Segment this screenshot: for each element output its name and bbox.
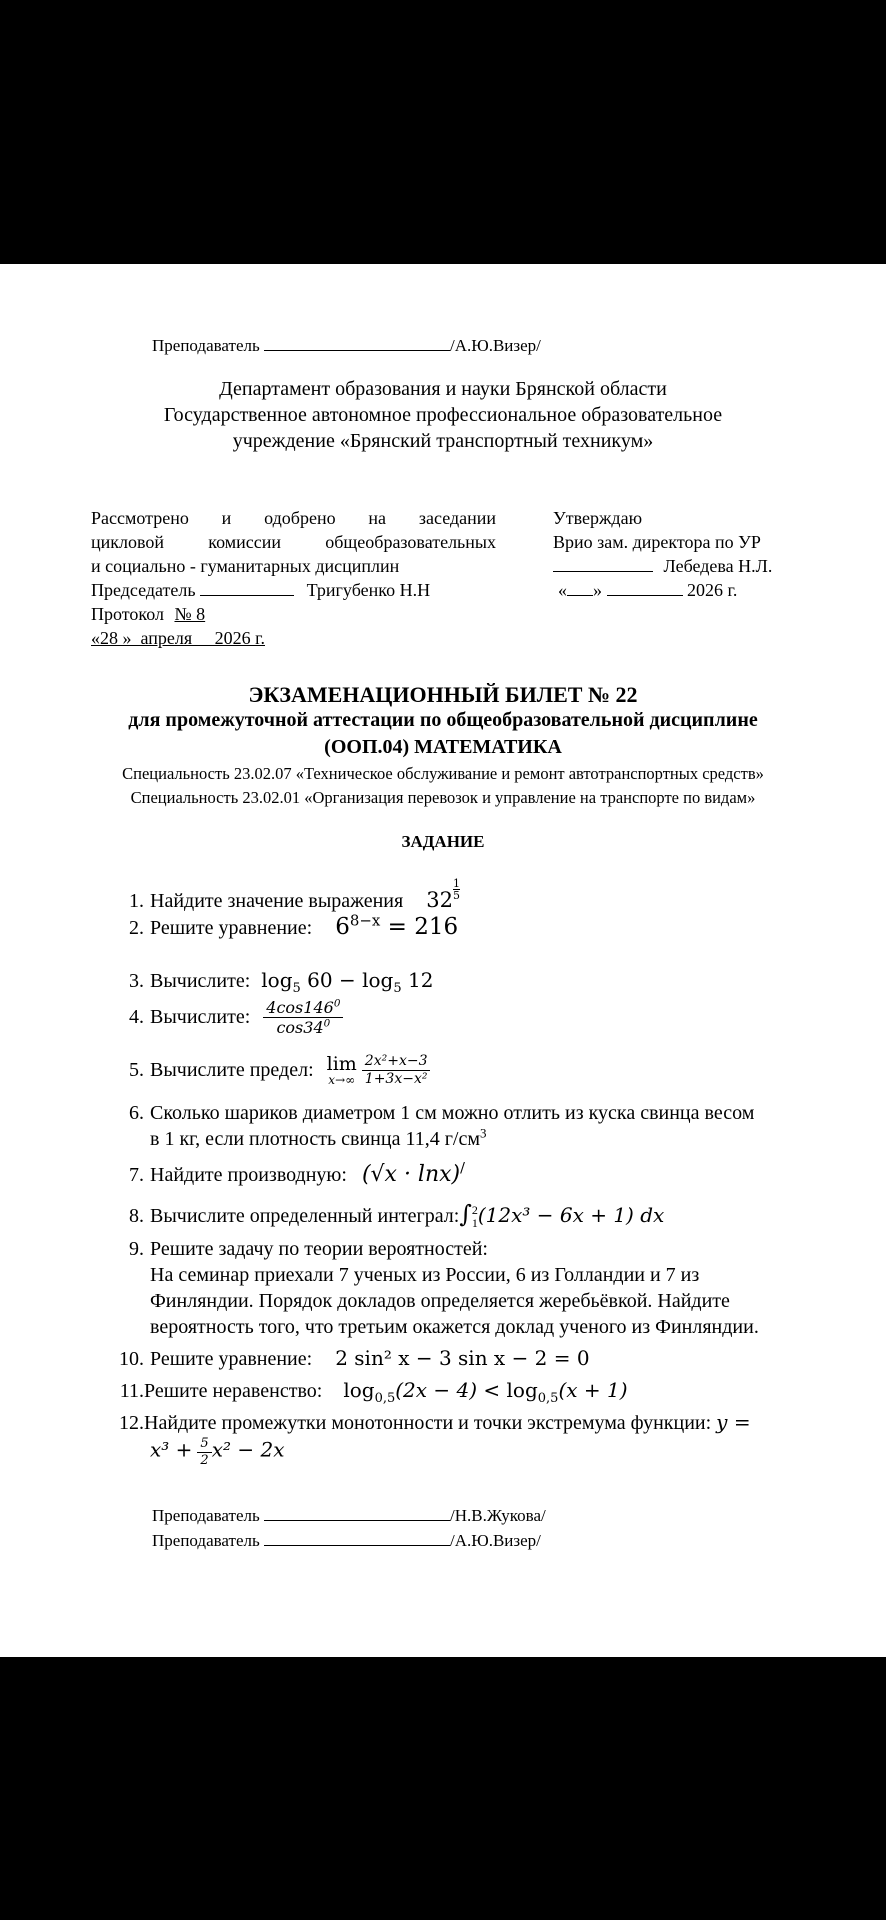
director-name: Лебедева Н.Л. xyxy=(663,556,773,576)
month-blank xyxy=(607,594,683,596)
task-6 xyxy=(114,1102,754,1125)
formula-part: x² − 2x xyxy=(211,1437,285,1462)
task-number: 3. xyxy=(129,970,144,992)
signature-line xyxy=(264,1544,450,1546)
footer-signature-2 xyxy=(152,1531,541,1551)
header-signature xyxy=(152,336,541,356)
task-number: 1. xyxy=(129,890,144,912)
arg: 12 xyxy=(408,968,434,992)
specialty-1: Специальность 23.02.07 «Техническое обслуживание и ремонт автотранспортных средств» xyxy=(122,764,764,783)
signature-role: Преподаватель xyxy=(152,1531,260,1550)
task-9-p1: На семинар приехали 7 ученых из России, 6 из Голландии и 7 из xyxy=(150,1264,700,1286)
fraction xyxy=(362,1053,431,1088)
log-base: 5 xyxy=(393,981,402,996)
task-text: Вычислите предел: xyxy=(150,1058,314,1081)
degree: 0 xyxy=(333,997,341,1010)
task-number: 8. xyxy=(129,1205,144,1227)
cube: 3 xyxy=(480,1125,487,1141)
task-6-cont xyxy=(150,1125,487,1151)
numerator: 2x²+x−3 xyxy=(362,1053,431,1071)
approval-left-line-1: Рассмотрено и одобрено на заседании xyxy=(91,508,496,528)
approval-left-line-3: и социально - гуманитарных дисциплин xyxy=(91,556,400,576)
numerator: 5 xyxy=(197,1436,211,1453)
task-text: Вычислите определенный интеграл: xyxy=(150,1205,460,1227)
task-text: Найдите производную: xyxy=(150,1164,347,1186)
approval-left-line-2: цикловой комиссии общеобразовательных xyxy=(91,532,496,552)
signature-role: Преподаватель xyxy=(152,1506,260,1525)
director-line xyxy=(553,556,772,577)
footer-signature-1 xyxy=(152,1506,546,1526)
task-number: 10. xyxy=(119,1348,144,1370)
task-number: 6. xyxy=(129,1102,144,1124)
document-page xyxy=(0,264,886,1657)
specialty-2: Специальность 23.02.01 «Организация перевозок и управление на транспорте по видам» xyxy=(130,788,756,807)
op: − xyxy=(338,968,356,992)
task-text: Найдите промежутки монотонности и точки экстремума функции: xyxy=(144,1412,712,1434)
task-11 xyxy=(114,1378,628,1406)
signature-line xyxy=(264,349,450,351)
task-number: 12. xyxy=(119,1412,144,1434)
day-blank xyxy=(567,594,593,596)
task-10 xyxy=(114,1346,590,1371)
approval-right-line-2: Врио зам. директора по УР xyxy=(553,532,761,552)
task-9 xyxy=(114,1238,488,1261)
task-number: 9. xyxy=(129,1238,144,1260)
task-number: 11. xyxy=(119,1380,144,1402)
task-text: в 1 кг, если плотность свинца 11,4 г/см xyxy=(150,1128,480,1150)
function-lhs: y = xyxy=(716,1410,751,1434)
numerator: 4cos146 xyxy=(266,998,334,1017)
chair-line xyxy=(91,580,430,601)
signature-name: /А.Ю.Визер/ xyxy=(450,336,541,355)
equation: 2 sin² x − 3 sin x − 2 = 0 xyxy=(335,1346,590,1370)
task-1 xyxy=(114,878,460,913)
signature-name: /Н.В.Жукова/ xyxy=(450,1506,546,1525)
rhs: = 216 xyxy=(387,914,459,940)
institution-line-1: Департамент образования и науки Брянской области xyxy=(219,378,667,400)
denominator: cos34 xyxy=(276,1018,324,1038)
task-9-p2: Финляндии. Порядок докладов определяется жеребьёвкой. Найдите xyxy=(150,1290,730,1312)
task-7 xyxy=(114,1162,465,1187)
protocol-number: № 8 xyxy=(174,604,206,624)
arg: (x + 1) xyxy=(558,1378,628,1402)
denominator: 2 xyxy=(200,1452,209,1468)
protocol-label: Протокол xyxy=(91,604,164,624)
section-title: ЗАДАНИЕ xyxy=(401,832,485,851)
task-text: Решите уравнение: xyxy=(150,1348,313,1370)
log-base: 5 xyxy=(292,981,301,996)
task-text: Вычислите: xyxy=(150,1006,251,1029)
task-number: 7. xyxy=(129,1164,144,1186)
chair-name: Тригубенко Н.Н xyxy=(306,580,431,600)
lim: lim xyxy=(326,1052,357,1075)
signature-name: /А.Ю.Визер/ xyxy=(450,1531,541,1550)
limit xyxy=(326,1052,357,1087)
director-signature-line xyxy=(553,570,653,572)
task-text: Найдите значение выражения xyxy=(150,890,404,912)
prime: / xyxy=(460,1160,465,1177)
base: 6 xyxy=(335,914,350,940)
chair-signature-line xyxy=(200,594,294,596)
task-text: Сколько шариков диаметром 1 см можно отлить из куска свинца весом xyxy=(150,1102,755,1124)
log: log xyxy=(362,968,394,992)
task-text: Вычислите: xyxy=(150,970,251,992)
task-3 xyxy=(114,968,434,996)
task-number: 5. xyxy=(129,1058,144,1081)
task-2 xyxy=(114,911,459,940)
chair-label: Председатель xyxy=(91,580,196,600)
base: 32 xyxy=(426,888,453,912)
arg: (2x − 4) < xyxy=(395,1378,507,1402)
formula-part: x³ + xyxy=(150,1437,193,1462)
approval-date: «28 » апреля 2026 г. xyxy=(91,628,265,648)
lower-limit: 1 xyxy=(471,1216,478,1231)
denominator: 1+3x−x² xyxy=(364,1070,428,1087)
task-8: 8. Вычислите определенный интеграл:∫ 2 1 (12x³ − 6x + 1) dx xyxy=(114,1200,664,1231)
task-text: Решите задачу по теории вероятностей: xyxy=(150,1238,488,1260)
log-base: 0,5 xyxy=(374,1391,396,1406)
ticket-title: ЭКЗАМЕНАЦИОННЫЙ БИЛЕТ № 22 xyxy=(248,682,638,707)
approval-right-date xyxy=(558,580,737,601)
log: log xyxy=(343,1378,375,1402)
fraction xyxy=(263,998,343,1037)
task-4 xyxy=(114,998,343,1054)
signature-line xyxy=(264,1519,450,1521)
date-year: 2026 г. xyxy=(687,580,738,600)
degree: 0 xyxy=(323,1017,331,1030)
signature-role: Преподаватель xyxy=(152,336,260,355)
log-base: 0,5 xyxy=(537,1391,559,1406)
exponent: 8−x xyxy=(349,911,381,930)
lim-under: x→∞ xyxy=(328,1072,356,1087)
task-number: 4. xyxy=(129,1006,144,1029)
approval-right-line-1: Утверждаю xyxy=(553,508,643,528)
log: log xyxy=(261,968,293,992)
log: log xyxy=(506,1378,538,1402)
protocol-line xyxy=(91,604,205,625)
task-number: 2. xyxy=(129,917,144,939)
upper-limit: 2 xyxy=(471,1203,478,1218)
task-12-formula xyxy=(150,1436,284,1468)
task-9-p3: вероятность того, что третьим окажется доклад ученого из Финляндии. xyxy=(150,1316,759,1338)
task-12 xyxy=(114,1410,751,1435)
integrand: (12x³ − 6x + 1) dx xyxy=(477,1203,665,1227)
task-text: Решите неравенство: xyxy=(144,1380,323,1402)
ticket-subtitle-1: для промежуточной аттестации по общеобразовательной дисциплине xyxy=(128,709,758,731)
task-5 xyxy=(114,1053,430,1103)
date-open-quote: « xyxy=(558,580,567,600)
date-close-quote: » xyxy=(593,580,602,600)
ticket-subtitle-2: (ООП.04) МАТЕМАТИКА xyxy=(324,736,562,758)
exp-denominator: 5 xyxy=(452,889,460,902)
institution-line-3: учреждение «Брянский транспортный техникум» xyxy=(232,430,654,452)
task-text: Решите уравнение: xyxy=(150,917,313,939)
exp-numerator: 1 xyxy=(452,877,460,890)
arg: 60 xyxy=(307,968,333,992)
fraction xyxy=(197,1436,211,1468)
institution-line-2: Государственное автономное профессиональное образовательное xyxy=(163,404,723,426)
expression: (√x · lnx) xyxy=(361,1162,461,1187)
